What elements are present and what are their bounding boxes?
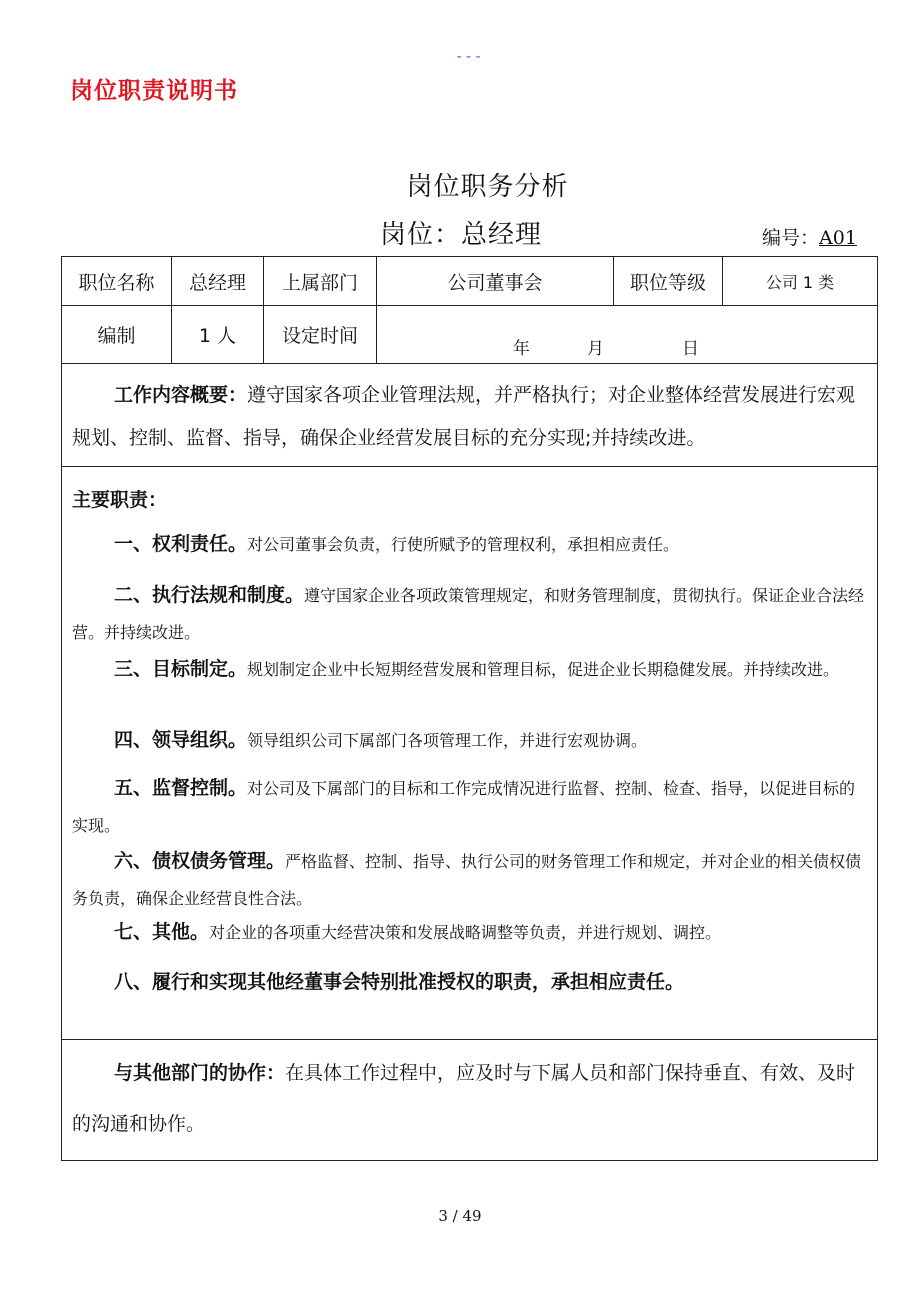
duties-heading: 主要职责： [72,489,168,511]
duty-item: 五、监督控制。对公司及下属部门的目标和工作完成情况进行监督、控制、检查、指导，以促进目标的实现。 [72,777,856,835]
department-label: 上属部门 [264,257,377,306]
position-name-value: 总经理 [172,257,264,306]
work-summary [62,364,878,467]
page-number: 3 / 49 [438,1207,482,1225]
position-name-label: 职位名称 [62,257,172,306]
collaboration-label: 与其他部门的协作： [114,1062,286,1084]
main-title: 岗位职务分析 [406,172,569,202]
duty-item: 三、目标制定。规划制定企业中长短期经营发展和管理目标，促进企业长期稳健发展。并持续改进。 [114,658,840,680]
set-time-value [377,306,878,364]
duty-item: 六、债权债务管理。严格监督、控制、指导、执行公司的财务管理工作和规定，并对企业的相关债权债务负责，确保企业经营良性合法。 [72,850,862,908]
set-time-label: 设定时间 [264,306,377,364]
date-year: 年 [513,338,530,359]
duty-item: 七、其他。对企业的各项重大经营决策和发展战略调整等负责，并进行规划、调控。 [114,921,722,943]
code-label: 编号： [762,227,820,249]
code-value: A01 [819,227,857,249]
collaboration-text: 在具体工作过程中，应及时与下属人员和部门保持垂直、有效、及时的沟通和协作。 [72,1062,856,1135]
table-row [62,364,878,467]
table-row [62,306,878,364]
table-row [62,1040,878,1161]
job-analysis-table [61,256,878,1161]
level-label: 职位等级 [614,257,723,306]
document-title: 岗位职责说明书 [70,78,238,104]
duty-item: 八、履行和实现其他经董事会特别批准授权的职责，承担相应责任。 [114,971,685,993]
duty-item: 二、执行法规和制度。遵守国家企业各项政策管理规定，和财务管理制度，贯彻执行。保证企业合法经营。并持续改进。 [72,584,865,642]
position-title: 岗位：总经理 [380,220,543,250]
table-row [62,257,878,306]
date-day: 日 [682,338,699,359]
staffing-value: 1 人 [172,306,264,364]
collaboration [62,1040,878,1161]
table-row [62,467,878,1040]
level-value: 公司 1 类 [723,257,878,306]
work-summary-text: 遵守国家各项企业管理法规，并严格执行；对企业整体经营发展进行宏观规划、控制、监督、指导，确保企业经营发展目标的充分实现;并持续改进。 [72,384,856,449]
main-duties [62,467,878,1040]
duty-item: 一、权利责任。对公司董事会负责，行使所赋予的管理权利，承担相应责任。 [114,533,680,555]
header-mark: --- [455,49,484,65]
code-field [762,223,857,250]
duty-item: 四、领导组织。领导组织公司下属部门各项管理工作，并进行宏观协调。 [114,729,648,751]
date-month: 月 [587,338,604,359]
staffing-label: 编制 [62,306,172,364]
department-value: 公司董事会 [377,257,614,306]
work-summary-label: 工作内容概要： [114,384,248,406]
